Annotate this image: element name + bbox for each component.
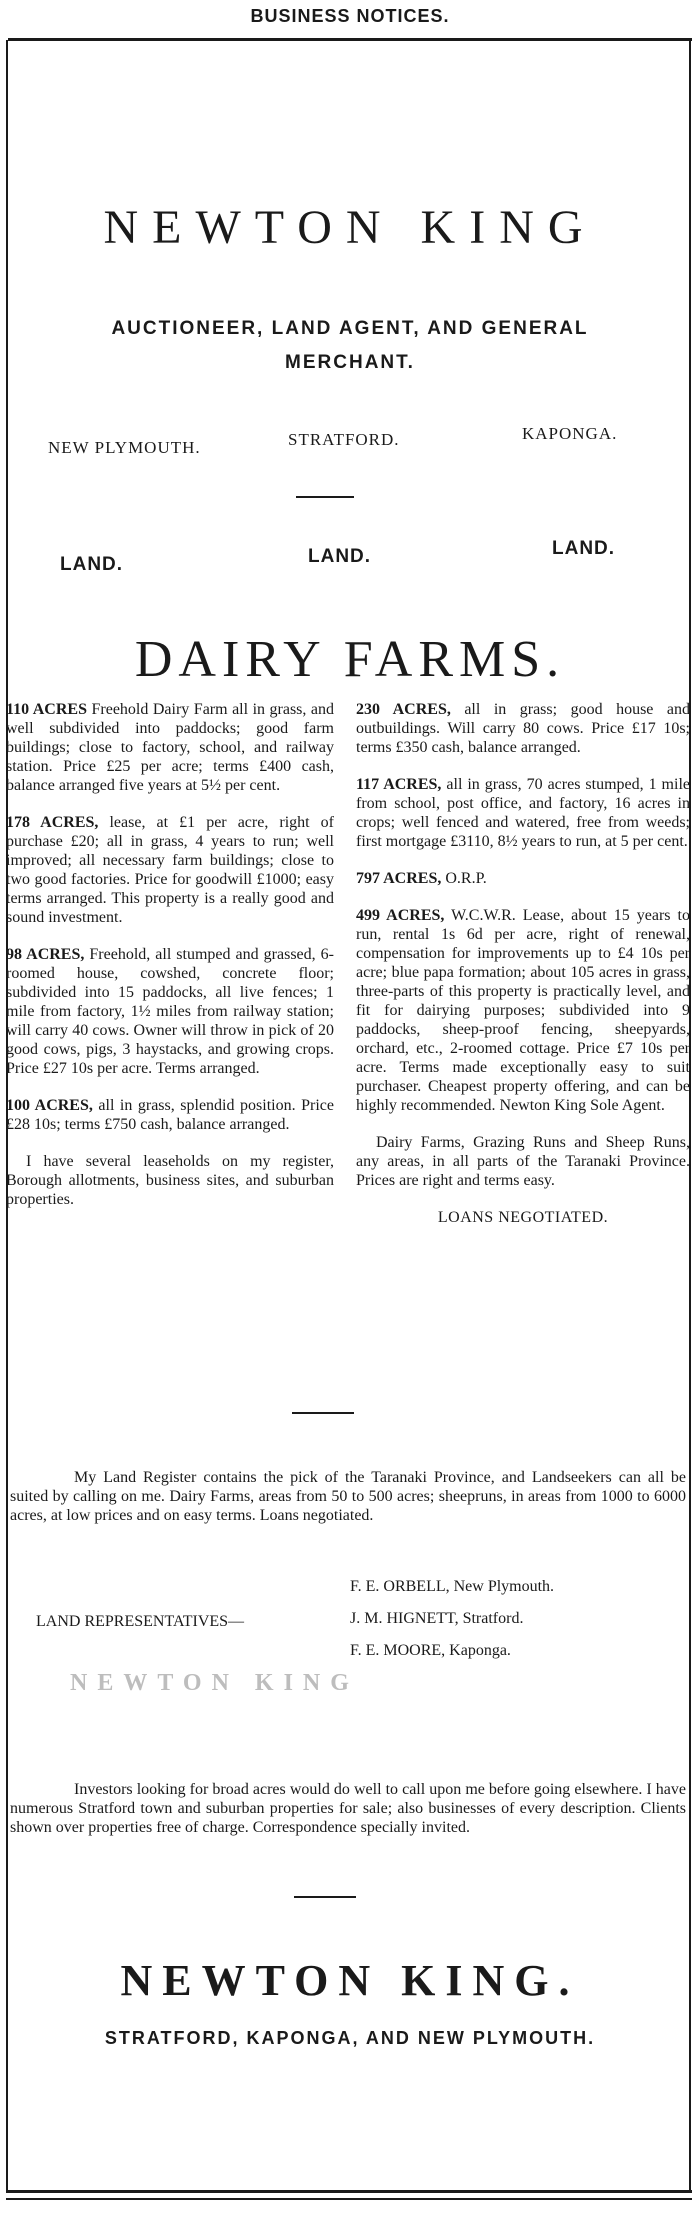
listing-178-acres: 178 ACRES, lease, at £1 per acre, right of purchase £20; all in grass, 4 years to run; well improved; all necessary farm buildings; close to two good factories. Price for goodwill £1000; easy terms arranged. This property is a really good and sound investment. xyxy=(6,814,334,926)
investors-paragraph: Investors looking for broad acres would do well to call upon me before going elsewhere. I have numerous Stratford town and suburban properties for sale; also businesses of every description. Clients shown over properties free of charge. Correspondence specially invited. xyxy=(10,1781,686,1836)
footer-locations: STRATFORD, KAPONGA, AND NEW PLYMOUTH. xyxy=(104,2028,596,2048)
divider-lower xyxy=(294,1896,356,1898)
bottom-rule-1 xyxy=(6,2190,692,2193)
divider-short xyxy=(296,496,354,498)
listing-110-acres: 110 ACRES Freehold Dairy Farm all in grass, and well subdivided into paddocks; good farm buildings; close to factory, school, and railway station. Price £25 per acre; terms £400 cash, balance arranged five years at 5½ per cent. xyxy=(6,701,335,794)
leaseholds-note: I have several leaseholds on my register, Borough allotments, business sites, and suburban properties. xyxy=(6,1153,334,1208)
land-register-paragraph: My Land Register contains the pick of the Taranaki Province, and Landseekers can all be suited by calling on me. Dairy Farms, areas from 50 to 500 acres; sheepruns, in areas from 1000 to 6000 acres, at low prices and on easy terms. Loans negotiated. xyxy=(10,1469,686,1524)
loans-negotiated: LOANS NEGOTIATED. xyxy=(437,1209,609,1226)
listing-499-acres: 499 ACRES, W.C.W.R. Lease, about 15 years to run, rental 1s 6d per acre, right of renewal, compensation for improvements up to £4 10s per acre; blue papa formation; about 105 acres in grass, three-parts of this property is practically level, and fit for dairying purposes; subdivided into 9 paddocks, sheep-proof fencing, sheepyards, orchard, etc., 2-roomed cottage. Price £7 10s per acre. Terms made exceptionally easy to suit purchaser. Cheapest property offering, and can be highly recommended. Newton King Sole Agent. xyxy=(356,907,690,1114)
top-rule xyxy=(8,38,692,41)
left-listing-column xyxy=(6,700,334,1227)
listing-117-acres: 117 ACRES, all in grass, 70 acres stumped, 1 mile from school, post office, and factory, 16 acres in crops; well fenced and watered, free from weeds; first mortgage £3110, 8½ years to run, at 5 per cent. xyxy=(356,776,690,850)
listing-100-acres: 100 ACRES, all in grass, splendid position. Price £28 10s; terms £750 cash, balance arranged. xyxy=(6,1097,334,1133)
dairy-farms-heading: DAIRY FARMS. xyxy=(134,631,566,688)
divider-middle xyxy=(292,1412,354,1414)
land-label-1: LAND. xyxy=(60,554,124,575)
place-kaponga: KAPONGA. xyxy=(522,424,618,443)
bottom-rule-2 xyxy=(6,2198,692,2200)
firm-name-heading: NEWTON KING xyxy=(103,201,597,254)
firm-tagline-line2: MERCHANT. xyxy=(285,352,415,373)
listing-797-acres: 797 ACRES, O.R.P. xyxy=(356,870,487,887)
place-new-plymouth: NEW PLYMOUTH. xyxy=(48,438,201,457)
land-label-3: LAND. xyxy=(552,538,616,559)
firm-tagline-line1: AUCTIONEER, LAND AGENT, AND GENERAL xyxy=(111,318,589,339)
right-listing-column xyxy=(356,700,690,1227)
faint-bleed-through: NEWTON KING xyxy=(70,1670,359,1696)
rep-moore: F. E. MOORE, Kaponga. xyxy=(350,1642,511,1659)
runs-note: Dairy Farms, Grazing Runs and Sheep Runs, any areas, in all parts of the Taranaki Province. Prices are right and terms easy. xyxy=(356,1134,690,1189)
section-header: BUSINESS NOTICES. xyxy=(250,6,450,26)
land-representatives-label: LAND REPRESENTATIVES— xyxy=(36,1613,245,1630)
place-stratford: STRATFORD. xyxy=(288,430,400,449)
land-label-2: LAND. xyxy=(308,546,372,567)
rep-orbell: F. E. ORBELL, New Plymouth. xyxy=(350,1578,555,1595)
firm-name-footer: NEWTON KING. xyxy=(120,1956,580,2005)
listing-230-acres: 230 ACRES, all in grass; good house and outbuildings. Will carry 80 cows. Price £17 10s; terms £350 cash, balance arranged. xyxy=(356,701,690,756)
listing-98-acres: 98 ACRES, Freehold, all stumped and grassed, 6-roomed house, cowshed, concrete floor; subdivided into 15 paddocks, all live fences; 1 mile from factory, 1½ miles from railway station; will carry 40 cows. Owner will throw in pick of 20 good cows, pigs, 3 haystacks, and growing crops. Price £27 10s per acre. Terms arranged. xyxy=(6,946,334,1077)
rep-hignett: J. M. HIGNETT, Stratford. xyxy=(350,1610,524,1627)
